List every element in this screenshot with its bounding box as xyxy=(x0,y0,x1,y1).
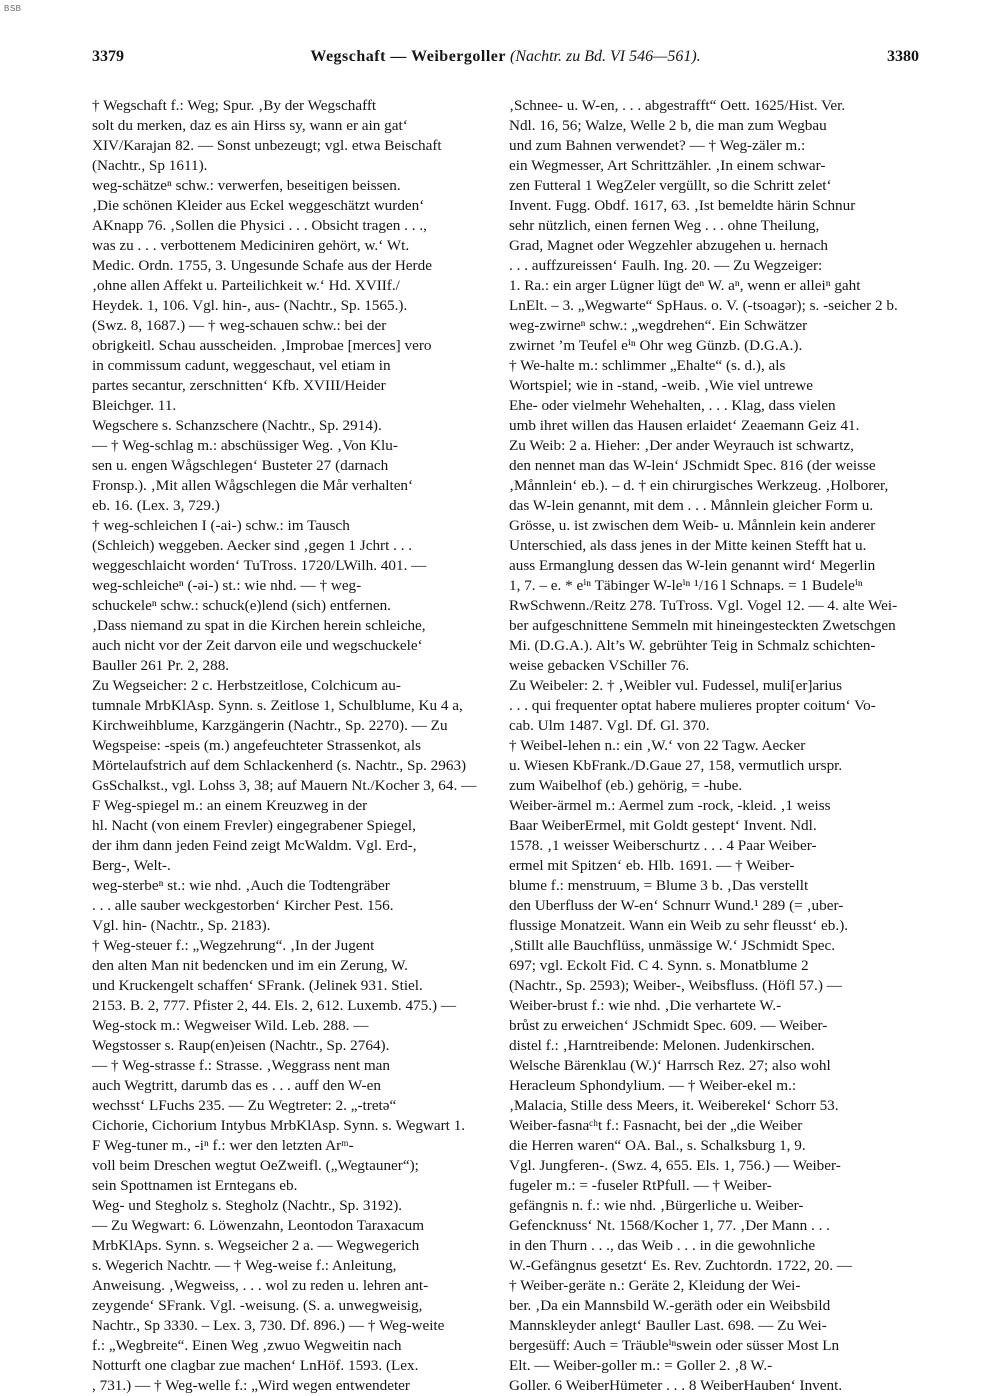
text-line: Nachtr., Sp 3330. – Lex. 3, 730. Df. 896.) — † Weg-weite xyxy=(92,1317,445,1334)
text-line: XIV/Karajan 82. — Sonst unbezeugt; vgl. etwa Beischaft xyxy=(92,137,442,154)
text-line: † Weiber-geräte n.: Geräte 2, Kleidung der Wei- xyxy=(509,1277,801,1294)
text-line: † Weg-steuer f.: „Wegzehrung“. ‚In der Jugent xyxy=(92,937,375,954)
text-line: Anweisung. ‚Wegweiss, . . . wol zu reden u. lehren ant- xyxy=(92,1277,429,1294)
text-line: auss Ermanglung dessen das W-lein genannt wird‘ Megerlin xyxy=(509,557,876,574)
text-line: s. Wegerich Nachtr. — † Weg-weise f.: Anleitung, xyxy=(92,1257,397,1274)
page-number-left: 3379 xyxy=(92,48,124,65)
text-line: eb. 16. (Lex. 3, 729.) xyxy=(92,497,220,514)
text-line: gefängnis n. f.: wie nhd. ‚Bürgerliche u. Weiber- xyxy=(509,1197,804,1214)
text-line: schuckeleⁿ schw.: schuck(e)lend (sich) entfernen. xyxy=(92,597,391,614)
left-column xyxy=(92,96,498,1396)
text-line: Heydek. 1, 106. Vgl. hin-, aus- (Nachtr., Sp. 1565.). xyxy=(92,297,408,314)
text-line: ‚Malacia, Stille dess Meers, it. Weiberekel‘ Schorr 53. xyxy=(509,1097,839,1114)
text-line: Ndl. 16, 56; Walze, Welle 2 b, die man zum Wegbau xyxy=(509,117,827,134)
text-line: sehr nützlich, einen fernen Weg . . . ohne Theilung, xyxy=(509,217,820,234)
text-line: , 731.) — † Weg-welle f.: „Wird wegen entwendeter xyxy=(92,1377,410,1394)
text-line: Kirchweihblume, Karzgängerin (Nachtr., Sp. 2270). — Zu xyxy=(92,717,448,734)
text-line: obrigkeitl. Schau ausscheiden. ‚Improbae [merces] vero xyxy=(92,337,432,354)
text-line: . . . qui frequenter optat habere mulieres propter coitum‘ Vo- xyxy=(509,697,876,714)
text-line: (Nachtr., Sp. 2593); Weiber-, Weibsfluss. (Höfl 57.) — xyxy=(509,977,842,994)
text-line: und zum Bahnen verwendet? — † Weg-zäler m.: xyxy=(509,137,806,154)
text-line: GsSchalkst., vgl. Lohss 3, 38; auf Mauern Nt./Kocher 3, 64. — xyxy=(92,777,477,794)
text-line: Zu Weibeler: 2. † ‚Weibler vul. Fudessel, muli[er]arius xyxy=(509,677,842,694)
text-line: 1578. ‚1 weisser Weiberschurtz . . . 4 Paar Weiber- xyxy=(509,837,817,854)
text-line: Zu Wegseicher: 2 c. Herbstzeitlose, Colchicum au- xyxy=(92,677,401,694)
text-line: den Uberfluss der W-en‘ Schnurr Wund.¹ 289 (= ‚uber- xyxy=(509,897,844,914)
text-line: was zu . . . verbottenem Mediciniren gehört, w.‘ Wt. xyxy=(92,237,410,254)
text-line: Vgl. Jungferen-. (Swz. 4, 655. Els. 1, 756.) — Weiber- xyxy=(509,1157,841,1174)
text-line: † We-halte m.: schlimmer „Ehalte“ (s. d.), als xyxy=(509,357,786,374)
text-line: in commissum cadunt, weggeschaut, vel etiam in xyxy=(92,357,391,374)
text-line: Gefencknuss‘ Nt. 1568/Kocher 1, 77. ‚Der Mann . . . xyxy=(509,1217,830,1234)
text-line: Heracleum Sphondylium. — † Weiber-ekel m.: xyxy=(509,1077,797,1094)
text-line: 1, 7. – e. * eⁱⁿ Täbinger W-leⁱⁿ ¹/16 l Schnaps. = 1 Budeleⁱⁿ xyxy=(509,577,863,594)
text-line: weg-schleicheⁿ (-ǝi-) st.: wie nhd. — † weg- xyxy=(92,577,362,594)
text-line: cab. Ulm 1487. Vgl. Df. Gl. 370. xyxy=(509,717,710,734)
text-line: Vgl. hin- (Nachtr., Sp. 2183). xyxy=(92,917,271,934)
text-line: — † Weg-schlag m.: abschüssiger Weg. ‚Von Klu- xyxy=(92,437,398,454)
text-line: 1. Ra.: ein arger Lügner lügt deⁿ W. aⁿ, wenn er alleiⁿ gaht xyxy=(509,277,861,294)
text-line: f.: „Wegbreite“. Einen Weg ‚zwuo Wegweitin nach xyxy=(92,1337,402,1354)
text-line: weise gebacken VSchiller 76. xyxy=(509,657,690,674)
text-line: sen u. engen Wågschlegen‘ Busteter 27 (darnach xyxy=(92,457,389,474)
library-stamp: BSB xyxy=(4,4,22,13)
text-line: LnElt. – 3. „Wegwarte“ SpHaus. o. V. (-tsoagǝr); s. -seicher 2 b. xyxy=(509,297,898,314)
text-line: 2153. B. 2, 777. Pfister 2, 44. Els. 2, 612. Luxemb. 475.) — xyxy=(92,997,457,1014)
text-line: ein Wegmesser, Art Schrittzähler. ‚In einem schwar- xyxy=(509,157,826,174)
text-line: Bauller 261 Pr. 2, 288. xyxy=(92,657,230,674)
text-line: — Zu Wegwart: 6. Löwenzahn, Leontodon Taraxacum xyxy=(92,1217,425,1234)
text-line: Zu Weib: 2 a. Hieher: ‚Der ander Weyrauch ist schwartz, xyxy=(509,437,854,454)
text-line: Mannskleyder anlegt‘ Bauller Last. 698. — Zu Wei- xyxy=(509,1317,827,1334)
text-line: . . . auffzureissen‘ Faulh. Ing. 20. — Zu Wegzeiger: xyxy=(509,257,823,274)
text-line: das W-lein genannt, mit dem . . . Månnlein gleicher Form u. xyxy=(509,497,874,514)
text-line: bergesüff: Auch = Träubleⁱⁿswein oder süsser Most Ln xyxy=(509,1337,840,1354)
text-line: Weg-stock m.: Wegweiser Wild. Leb. 288. — xyxy=(92,1017,369,1034)
text-line: distel f.: ‚Harntreibende: Melonen. Judenkirschen. xyxy=(509,1037,815,1054)
running-title-main: Wegschaft — Weibergoller xyxy=(310,48,506,65)
text-line: MrbKlAps. Synn. s. Wegseicher 2 a. — Wegwegerich xyxy=(92,1237,420,1254)
text-line: Wortspiel; wie in -stand, -weib. ‚Wie viel untrewe xyxy=(509,377,813,394)
text-line: Weiber-brust f.: wie nhd. ‚Die verhartete W.- xyxy=(509,997,782,1014)
text-line: voll beim Dreschen wegtut OeZweifl. („Wegtauner“); xyxy=(92,1157,419,1174)
text-line: den alten Man nit bedencken und im ein Zerung, W. xyxy=(92,957,408,974)
text-line: Invent. Fugg. Obdf. 1617, 63. ‚Ist bemeldte härin Schnur xyxy=(509,197,856,214)
text-line: . . . alle sauber weckgestorben‘ Kircher Pest. 156. xyxy=(92,897,394,914)
text-line: RwSchwenn./Reitz 278. TuTross. Vgl. Vogel 12. — 4. alte Wei- xyxy=(509,597,898,614)
text-line: tumnale MrbKlAsp. Synn. s. Zeitlose 1, Schulblume, Ku 4 a, xyxy=(92,697,463,714)
text-line: partes secantur, zerschnitten‘ Kfb. XVIII/Heider xyxy=(92,377,386,394)
text-line: weg-zwirneⁿ schw.: „wegdrehen“. Ein Schwätzer xyxy=(509,317,808,334)
text-line: Wegspeise: -speis (m.) angefeuchteter Strassenkot, als xyxy=(92,737,421,754)
text-line: Mi. (D.G.A.). Alt’s W. gebrühter Teig in Schmalz schichten- xyxy=(509,637,876,654)
text-line: ber. ‚Da ein Mannsbild W.-geräth oder ein Weibsbild xyxy=(509,1297,831,1314)
text-line: weg-sterbeⁿ st.: wie nhd. ‚Auch die Todtengräber xyxy=(92,877,390,894)
text-line: ‚Dass niemand zu spat in die Kirchen herein schleiche, xyxy=(92,617,426,634)
text-line: blume f.: menstruum, = Blume 3 b. ‚Das verstellt xyxy=(509,877,809,894)
text-line: AKnapp 76. ‚Sollen die Physici . . . Obsicht tragen . . ., xyxy=(92,217,427,234)
text-line: ‚ohne allen Affekt u. Parteilichkeit w.‘ Hd. XVIIf./ xyxy=(92,277,400,294)
text-line: (Swz. 8, 1687.) — † weg-schauen schw.: bei der xyxy=(92,317,387,334)
text-line: (Nachtr., Sp 1611). xyxy=(92,157,208,174)
text-line: flussige Monatzeit. Wann ein Weib zu sehr fleusst‘ eb.). xyxy=(509,917,849,934)
text-line: ‚Stillt alle Bauchflüss, unmässige W.‘ JSchmidt Spec. xyxy=(509,937,836,954)
page-header xyxy=(92,48,919,74)
text-line: Wegschere s. Schanzschere (Nachtr., Sp. 2914). xyxy=(92,417,382,434)
text-line: fugeler m.: = -fuseler RtPfull. — † Weiber- xyxy=(509,1177,772,1194)
text-line: Elt. — Weiber-goller m.: = Goller 2. ‚8 W.- xyxy=(509,1357,773,1374)
text-line: — † Weg-strasse f.: Strasse. ‚Weggrass nent man xyxy=(92,1057,391,1074)
text-line: der ihm dann jeden Feind zeigt McWaldm. Vgl. Erd-, xyxy=(92,837,417,854)
text-line: solt du merken, daz es ain Hirss sy, wann er ain gat‘ xyxy=(92,117,408,134)
text-line: Notturft one clagbar zue machen‘ LnHöf. 1593. (Lex. xyxy=(92,1357,419,1374)
text-line: u. Wiesen KbFrank./D.Gaue 27, 158, vermutlich urspr. xyxy=(509,757,843,774)
text-line: zum Waibelhof (eb.) gehörig, = -hube. xyxy=(509,777,743,794)
text-line: und Kruckengelt schaffen‘ SFrank. (Jelinek 931. Stiel. xyxy=(92,977,423,994)
text-line: brůst zu erweichen‘ JSchmidt Spec. 609. — Weiber- xyxy=(509,1017,828,1034)
text-line: die Herren waren“ OA. Bal., s. Schalksburg 1, 9. xyxy=(509,1137,806,1154)
text-line: (Schleich) weggeben. Aecker sind ‚gegen 1 Jchrt . . . xyxy=(92,537,413,554)
text-line: Goller. 6 WeiberHümeter . . . 8 WeiberHauben‘ Invent. xyxy=(509,1377,843,1394)
text-line: den nennet man das W-lein‘ JSchmidt Spec. 816 (der weisse xyxy=(509,457,876,474)
running-title xyxy=(92,48,919,66)
text-line: ber aufgeschnittene Semmeln mit hineingesteckten Zwetschgen xyxy=(509,617,896,634)
text-line: weggeschlaicht worden‘ TuTross. 1720/LWilh. 401. — xyxy=(92,557,427,574)
text-line: in den Thurn . . ., das Weib . . . in die gewohnliche xyxy=(509,1237,816,1254)
text-line: Mörtelaufstrich auf dem Schlackenherd (s. Nachtr., Sp. 2963) xyxy=(92,757,467,774)
text-line: † Weibel-lehen n.: ein ‚W.‘ von 22 Tagw. Aecker xyxy=(509,737,806,754)
text-line: Bleichger. 11. xyxy=(92,397,177,414)
running-title-note: (Nachtr. zu Bd. VI 546—561). xyxy=(510,48,701,65)
text-line: 697; vgl. Eckolt Fid. C 4. Synn. s. Monatblume 2 xyxy=(509,957,809,974)
text-line: F Weg-spiegel m.: an einem Kreuzweg in der xyxy=(92,797,368,814)
text-line: Berg-, Welt-. xyxy=(92,857,171,874)
text-line: Wegstosser s. Raup(en)eisen (Nachtr., Sp. 2764). xyxy=(92,1037,390,1054)
text-line: auch Wegtritt, darumb das es . . . auff den W-en xyxy=(92,1077,381,1094)
text-line: zeygende‘ SFrank. Vgl. -weisung. (S. a. unwegweisig, xyxy=(92,1297,423,1314)
text-line: Ehe- oder vielmehr Wehehalten, . . . Klag, dass vielen xyxy=(509,397,836,414)
text-line: ‚Schnee- u. W-en, . . . abgestrafft“ Oett. 1625/Hist. Ver. xyxy=(509,97,846,114)
text-line: hl. Nacht (von einem Frevler) eingegrabener Spiegel, xyxy=(92,817,416,834)
text-line: Baar WeiberErmel, mit Goldt gestept‘ Invent. Ndl. xyxy=(509,817,817,834)
text-line: Medic. Ordn. 1755, 3. Ungesunde Schafe aus der Herde xyxy=(92,257,432,274)
text-line: Weiber-ärmel m.: Aermel zum -rock, -kleid. ‚1 weiss xyxy=(509,797,831,814)
text-line: Fronsp.). ‚Mit allen Wågschlegen die Mår verhalten‘ xyxy=(92,477,414,494)
text-line: F Weg-tuner m., -iⁿ f.: wer den letzten Arᵐ- xyxy=(92,1137,354,1154)
text-line: sein Spottnamen ist Erntegans eb. xyxy=(92,1177,298,1194)
text-line: weg-schätzeⁿ schw.: verwerfen, beseitigen beissen. xyxy=(92,177,401,194)
page-number-right: 3380 xyxy=(887,48,919,65)
text-line: ‚Månnlein‘ eb.). – d. † ein chirurgisches Werkzeug. ‚Holborer, xyxy=(509,477,889,494)
text-line: wechsst‘ LFuchs 235. — Zu Wegtreter: 2. „-tretǝ“ xyxy=(92,1097,397,1114)
text-line: zwirnet ’m Teufel eⁱⁿ Ohr weg Günzb. (D.G.A.). xyxy=(509,337,803,354)
text-line: † Wegschaft f.: Weg; Spur. ‚By der Wegschafft xyxy=(92,97,377,114)
text-line: ‚Die schönen Kleider aus Eckel weggeschätzt wurden‘ xyxy=(92,197,425,214)
text-line: Weiber-fasnaᶜʰt f.: Fasnacht, bei der „die Weiber xyxy=(509,1117,803,1134)
text-line: W.-Gefängnus gesetzt‘ Es. Rev. Zuchtordn. 1722, 20. — xyxy=(509,1257,853,1274)
text-line: auch nicht vor der Zeit darvon eile und wegschuckele‘ xyxy=(92,637,423,654)
text-line: ermel mit Spitzen‘ eb. Hlb. 1691. — † Weiber- xyxy=(509,857,795,874)
text-line: Welsche Bärenklau (W.)‘ Harrsch Rez. 27; also wohl xyxy=(509,1057,831,1074)
text-line: † weg-schleichen I (-ai-) schw.: im Tausch xyxy=(92,517,350,534)
text-line: Cichorie, Cichorium Intybus MrbKlAsp. Synn. s. Wegwart 1. xyxy=(92,1117,466,1134)
text-line: Weg- und Stegholz s. Stegholz (Nachtr., Sp. 3192). xyxy=(92,1197,403,1214)
text-line: Grad, Magnet oder Wegzehler abzugehen u. hernach xyxy=(509,237,828,254)
text-line: zen Futteral 1 WegZeler vergüllt, so die Schritt zelet‘ xyxy=(509,177,832,194)
text-line: umb ihret willen das Hausen erlaidet‘ Zeaemann Geiz 41. xyxy=(509,417,860,434)
right-column xyxy=(509,96,919,1396)
text-line: Grösse, u. ist zwischen dem Weib- u. Månnlein kein anderer xyxy=(509,517,876,534)
text-line: Unterschied, als dass jenes in der Mitte keinen Stefft hat u. xyxy=(509,537,867,554)
